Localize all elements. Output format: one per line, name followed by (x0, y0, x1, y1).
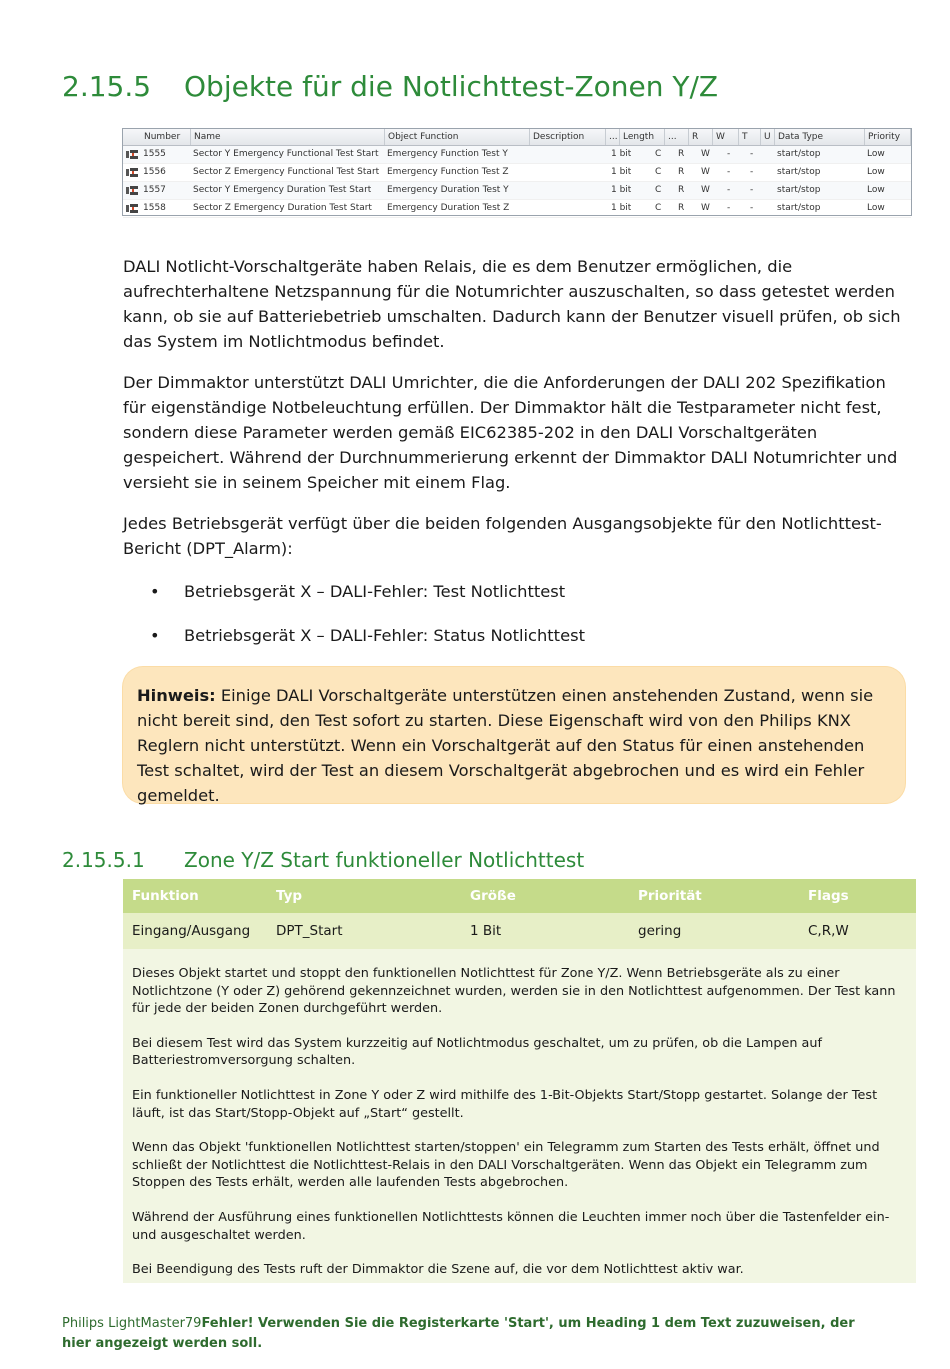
cell-c: C (655, 185, 662, 195)
header-flags: Flags (808, 888, 849, 904)
cell-prioritaet: gering (638, 923, 682, 939)
group-object-icon (126, 150, 138, 159)
cell-u: - (750, 167, 754, 177)
section-number: 2.15.5 (62, 70, 152, 103)
bullet-icon: • (150, 582, 160, 601)
page-footer (62, 1314, 882, 1354)
cell-type: start/stop (777, 185, 821, 195)
footer-field-error: Fehler! Verwenden Sie die Registerkarte 'Start', um Heading 1 dem Text zuzuweisen, der hier angezeigt werden soll. (62, 1316, 855, 1351)
table-row[interactable] (123, 182, 911, 200)
note-label: Hinweis: (137, 686, 216, 705)
body-paragraph: Der Dimmaktor unterstützt DALI Umrichter, die die Anforderungen der DALI 202 Spezifikation für eigenständige Notbeleuchtung erfüllen. Der Dimmaktor hält die Testparameter nicht fest, sondern diese Parameter werden gemäß EIC62385-202 in den DALI Vorschaltgeräten gespeichert. Während der Durchnummerierung erkennt der Dimmaktor DALI Notumrichter und versieht sie in seinem Speicher mit einem Flag. (123, 373, 898, 492)
section-title: Objekte für die Notlichttest-Zonen Y/Z (184, 70, 719, 103)
list-item (150, 579, 565, 604)
description-paragraph: Wenn das Objekt 'funktionellen Notlichttest starten/stoppen' ein Telegramm zum Starten des Tests erhält, öffnet und schließt der Notlichttest die Notlichttest-Relais in den DALI Vorschaltgeräten. Wenn das Objekt ein Telegramm zum Stoppen des Tests erhält, werden alle laufenden Tests abgebrochen. (132, 1140, 880, 1191)
cell-name: Sector Y Emergency Functional Test Start (193, 149, 379, 159)
col-w[interactable]: W (713, 129, 739, 145)
list-item-text: Betriebsgerät X – DALI-Fehler: Status Notlichttest (184, 626, 585, 645)
cell-function: Emergency Function Test Y (387, 149, 508, 159)
subsection-title: Zone Y/Z Start funktioneller Notlichttest (184, 848, 585, 872)
cell-flags: C,R,W (808, 923, 849, 939)
cell-t: - (727, 185, 731, 195)
description-paragraph: Dieses Objekt startet und stoppt den funktionellen Notlichttest für Zone Y/Z. Wenn Betriebsgeräte als zu einer Notlichtzone (Y oder Z) gehörend gekennzeichnet wurden, werden sie in den Notlichttest aufgenommen. Der Test kann für jede der beiden Zonen durchgeführt werden. (132, 966, 896, 1017)
cell-c: C (655, 149, 662, 159)
cell-c: C (655, 203, 662, 213)
cell-priority: Low (867, 167, 885, 177)
table-row[interactable] (123, 164, 911, 182)
cell-function: Emergency Duration Test Z (387, 203, 510, 213)
cell-priority: Low (867, 149, 885, 159)
object-table-header (123, 129, 911, 146)
cell-length: 1 bit (611, 185, 632, 195)
note-box (123, 667, 905, 803)
col-name[interactable]: Name (191, 129, 385, 145)
group-object-icon (126, 168, 138, 177)
description-paragraph: Während der Ausführung eines funktionellen Notlichttests können die Leuchten immer noch über die Tastenfelder ein- und ausgeschaltet werden. (132, 1209, 890, 1243)
subsection-heading (62, 848, 584, 872)
cell-type: start/stop (777, 167, 821, 177)
col-more-2[interactable]: ... (665, 129, 689, 145)
cell-r: R (678, 185, 685, 195)
cell-length: 1 bit (611, 149, 632, 159)
col-t[interactable]: T (739, 129, 761, 145)
function-description (123, 949, 916, 1283)
cell-number: 1558 (143, 203, 166, 213)
footer-document-name: Philips LightMaster79 (62, 1316, 202, 1331)
cell-t: - (727, 167, 731, 177)
body-paragraph: Jedes Betriebsgerät verfügt über die beiden folgenden Ausgangsobjekte für den Notlichttest-Bericht (DPT_Alarm): (123, 514, 882, 558)
group-object-icon (126, 186, 138, 195)
cell-u: - (750, 203, 754, 213)
function-table-row (123, 913, 916, 949)
cell-w: W (701, 149, 710, 159)
table-row[interactable] (123, 146, 911, 164)
cell-type: start/stop (777, 149, 821, 159)
group-object-icon (126, 204, 138, 213)
table-row[interactable] (123, 200, 911, 218)
list-item-text: Betriebsgerät X – DALI-Fehler: Test Notlichttest (184, 582, 566, 601)
cell-w: W (701, 185, 710, 195)
col-length[interactable]: Length (620, 129, 665, 145)
cell-number: 1555 (143, 149, 166, 159)
section-heading (62, 70, 718, 103)
col-more-1[interactable]: ... (606, 129, 620, 145)
cell-length: 1 bit (611, 167, 632, 177)
cell-groesse: 1 Bit (470, 923, 502, 939)
cell-w: W (701, 167, 710, 177)
header-groesse: Größe (470, 888, 516, 904)
cell-function: Emergency Duration Test Y (387, 185, 509, 195)
col-data-type[interactable]: Data Type (775, 129, 865, 145)
col-object-function[interactable]: Object Function (385, 129, 530, 145)
description-paragraph: Ein funktioneller Notlichttest in Zone Y oder Z wird mithilfe des 1-Bit-Objekts Start/Stopp gestartet. Solange der Test läuft, ist das Start/Stopp-Objekt auf „Start“ gestellt. (132, 1087, 878, 1121)
description-paragraph: Bei diesem Test wird das System kurzzeitig auf Notlichtmodus geschaltet, um zu prüfen, ob die Lampen auf Batteriestromversorgung schalten. (132, 1035, 823, 1069)
cell-u: - (750, 149, 754, 159)
cell-u: - (750, 185, 754, 195)
col-description[interactable]: Description (530, 129, 606, 145)
cell-name: Sector Z Emergency Functional Test Start (193, 167, 380, 177)
cell-t: - (727, 203, 731, 213)
object-table (122, 128, 912, 216)
col-priority[interactable]: Priority (865, 129, 911, 145)
col-r[interactable]: R (689, 129, 713, 145)
cell-number: 1557 (143, 185, 166, 195)
cell-number: 1556 (143, 167, 166, 177)
bullet-icon: • (150, 626, 160, 645)
cell-name: Sector Y Emergency Duration Test Start (193, 185, 372, 195)
cell-r: R (678, 167, 685, 177)
cell-t: - (727, 149, 731, 159)
col-u[interactable]: U (761, 129, 775, 145)
body-paragraph: DALI Notlicht-Vorschaltgeräte haben Relais, die es dem Benutzer ermöglichen, die aufrechterhaltene Netzspannung für die Notumrichter auszuschalten, so dass getestet werden kann, ob sie auf Batteriebetrieb umschalten. Dadurch kann der Benutzer visuell prüfen, ob sich das System im Notlichtmodus befindet. (123, 257, 901, 351)
header-funktion: Funktion (132, 888, 199, 904)
cell-w: W (701, 203, 710, 213)
cell-type: start/stop (777, 203, 821, 213)
cell-priority: Low (867, 185, 885, 195)
header-typ: Typ (276, 888, 303, 904)
cell-r: R (678, 149, 685, 159)
cell-typ: DPT_Start (276, 923, 343, 939)
cell-funktion: Eingang/Ausgang (132, 923, 251, 939)
description-paragraph: Bei Beendigung des Tests ruft der Dimmaktor die Szene auf, die vor dem Notlichttest aktiv war. (132, 1262, 744, 1278)
cell-priority: Low (867, 203, 885, 213)
cell-r: R (678, 203, 685, 213)
subsection-number: 2.15.5.1 (62, 848, 145, 872)
col-number[interactable]: Number (141, 129, 191, 145)
cell-length: 1 bit (611, 203, 632, 213)
cell-function: Emergency Function Test Z (387, 167, 509, 177)
header-prioritaet: Priorität (638, 888, 702, 904)
cell-c: C (655, 167, 662, 177)
note-body: Einige DALI Vorschaltgeräte unterstützen einen anstehenden Zustand, wenn sie nicht bereit sind, den Test sofort zu starten. Diese Eigenschaft wird von den Philips KNX Reglern nicht unterstützt. Wenn ein Vorschaltgerät auf den Status für einen anstehenden Test schaltet, wird der Test an diesem Vorschaltgerät abgebrochen und es wird ein Fehler gemeldet. (137, 686, 874, 805)
function-table (123, 879, 916, 1283)
list-item (150, 623, 585, 648)
note-text (137, 683, 887, 808)
cell-name: Sector Z Emergency Duration Test Start (193, 203, 372, 213)
